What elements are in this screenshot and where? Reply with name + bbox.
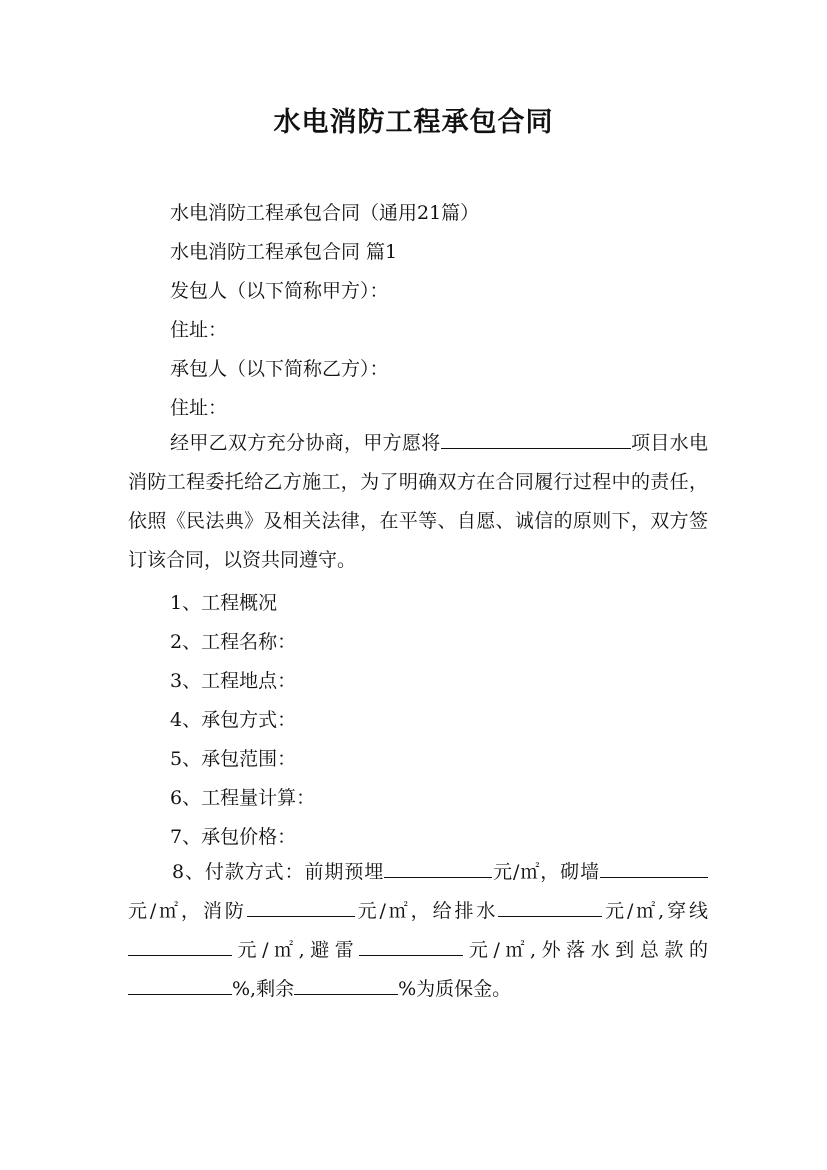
prebury-price-blank — [384, 857, 492, 878]
payment-text: %为质保金。 — [398, 978, 512, 1000]
lightning-price-blank — [359, 935, 463, 956]
wiring-price-blank — [128, 935, 232, 956]
drainage-price-blank — [498, 896, 602, 917]
payment-paragraph — [128, 853, 708, 1009]
payment-text: 元/㎡，给排水 — [354, 900, 499, 922]
payment-text: 8、付款方式：前期预埋 — [172, 861, 385, 883]
list-item: 7、承包价格： — [170, 826, 297, 848]
intro-part1: 经甲乙双方充分协商，甲方愿将 — [170, 432, 441, 454]
list-item: 6、工程量计算： — [170, 787, 316, 809]
list-item: 1、工程概况 — [170, 592, 278, 614]
payment-text: %,剩余 — [232, 978, 295, 1000]
chapter-line: 水电消防工程承包合同 篇1 — [170, 241, 398, 263]
party-b-line: 承包人（以下简称乙方）： — [170, 358, 389, 380]
intro-part2: 项目水电消防工程委托给乙方施工，为了明确双方在合同履行过程中的责任，依照《民法典》及相关法律，在平等、自愿、诚信的原则下，双方签订该合同，以资共同遵守。 — [128, 432, 708, 571]
project-name-blank — [441, 428, 631, 449]
payment-text: 元/㎡,穿线 — [602, 900, 708, 922]
address-b-line: 住址： — [170, 397, 228, 419]
list-item: 5、承包范围： — [170, 748, 297, 770]
payment-text: 元/㎡,外落水到总款的 — [463, 939, 708, 961]
list-item: 3、工程地点： — [170, 670, 297, 692]
address-a-line: 住址： — [170, 319, 228, 341]
masonry-price-blank — [600, 857, 708, 878]
document-title: 水电消防工程承包合同 — [273, 107, 554, 138]
fire-price-blank — [247, 896, 355, 917]
heading-line: 水电消防工程承包合同（通用21篇） — [170, 202, 480, 224]
intro-paragraph — [128, 424, 708, 580]
payment-text: 元/㎡,避雷 — [232, 939, 360, 961]
payment-text: 元/㎡，消防 — [128, 900, 247, 922]
list-item: 2、工程名称： — [170, 631, 297, 653]
party-a-line: 发包人（以下简称甲方）： — [170, 280, 389, 302]
payment-text: 元/㎡，砌墙 — [492, 861, 601, 883]
list-item: 4、承包方式： — [170, 709, 297, 731]
remaining-percent-blank — [294, 974, 398, 995]
percent-blank — [128, 974, 232, 995]
